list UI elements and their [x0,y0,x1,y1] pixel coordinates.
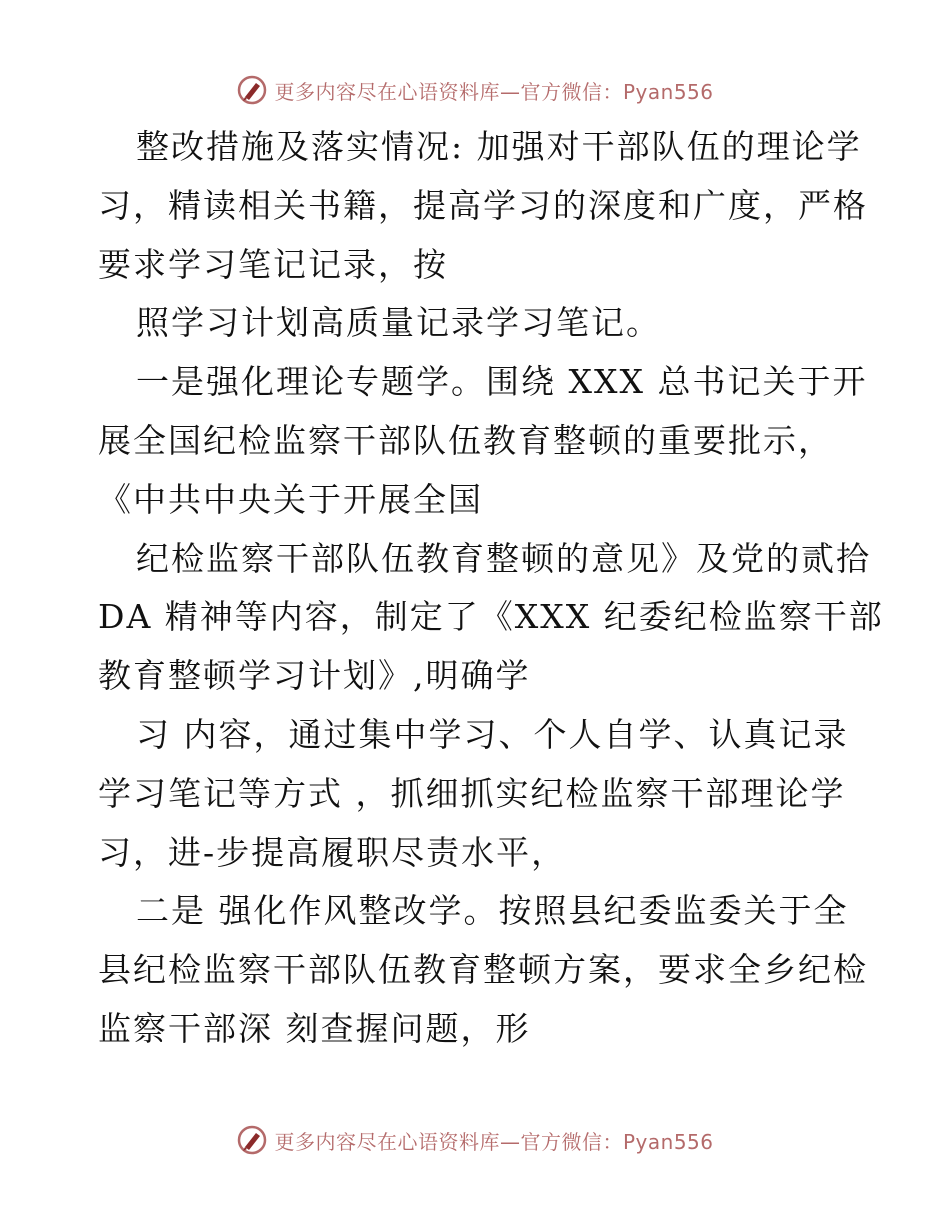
text-line: 展全国纪检监察干部队伍教育整顿的重要批示， [98,420,833,460]
text-line: 《中共中央关于开展全国 [98,479,483,519]
text-line: 整改措施及落实情况: 加强对干部队伍的理论学 [136,127,862,166]
watermark-wechat-label: 官方微信： [520,1129,623,1154]
document-body [98,118,884,1059]
text-line: 纪检监察干部队伍教育整顿的意见》及党的贰拾 [136,538,871,578]
watermark-text [274,1126,713,1155]
text-line: DA 精神等内容，制定了《XXX 纪委纪检监察干部 [98,597,884,637]
paragraph-style-rectification [98,882,868,1058]
text-line: 学习笔记等方式 ，抓细抓实纪检监察干部理论学 [98,773,846,813]
pen-logo-icon [236,1124,268,1156]
text-line: 县纪检监察干部队伍教育整顿方案，要求全乡纪检 [98,950,868,990]
text-line: 习，精读相关书籍，提高学习的深度和广度，严格 [98,185,868,225]
text-line: 二是 强化作风整改学。按照县纪委监委关于全 [136,891,849,931]
text-line: 监察干部深 刻查握问题，形 [98,1008,531,1048]
paragraph-rectification-measures [98,118,868,353]
watermark-separator: — [499,79,521,104]
watermark-wechat-id: Pyan556 [622,1129,714,1154]
header-watermark [0,70,950,110]
watermark-brand: 更多内容尽在心语资料库 [274,79,500,104]
watermark-text [274,76,713,105]
text-line: 习，进-步提高履职尽责水平， [98,832,567,872]
text-line: 要求学习笔记记录，按 [98,244,448,284]
watermark-wechat-id: Pyan556 [622,79,714,104]
paragraph-theory-study [98,353,884,882]
watermark-separator: — [499,1129,521,1154]
text-line: 习 内容，通过集中学习、个人自学、认真记录 [136,714,849,754]
text-line: 教育整顿学习计划》,明确学 [98,656,531,696]
watermark-wechat-label: 官方微信： [520,79,623,104]
text-line: 照学习计划高质量记录学习笔记。 [136,303,661,343]
text-line: 一是强化理论专题学。围绕 XXX 总书记关于开 [136,362,868,402]
watermark-brand: 更多内容尽在心语资料库 [274,1129,500,1154]
pen-logo-icon [236,74,268,106]
footer-watermark [0,1120,950,1160]
